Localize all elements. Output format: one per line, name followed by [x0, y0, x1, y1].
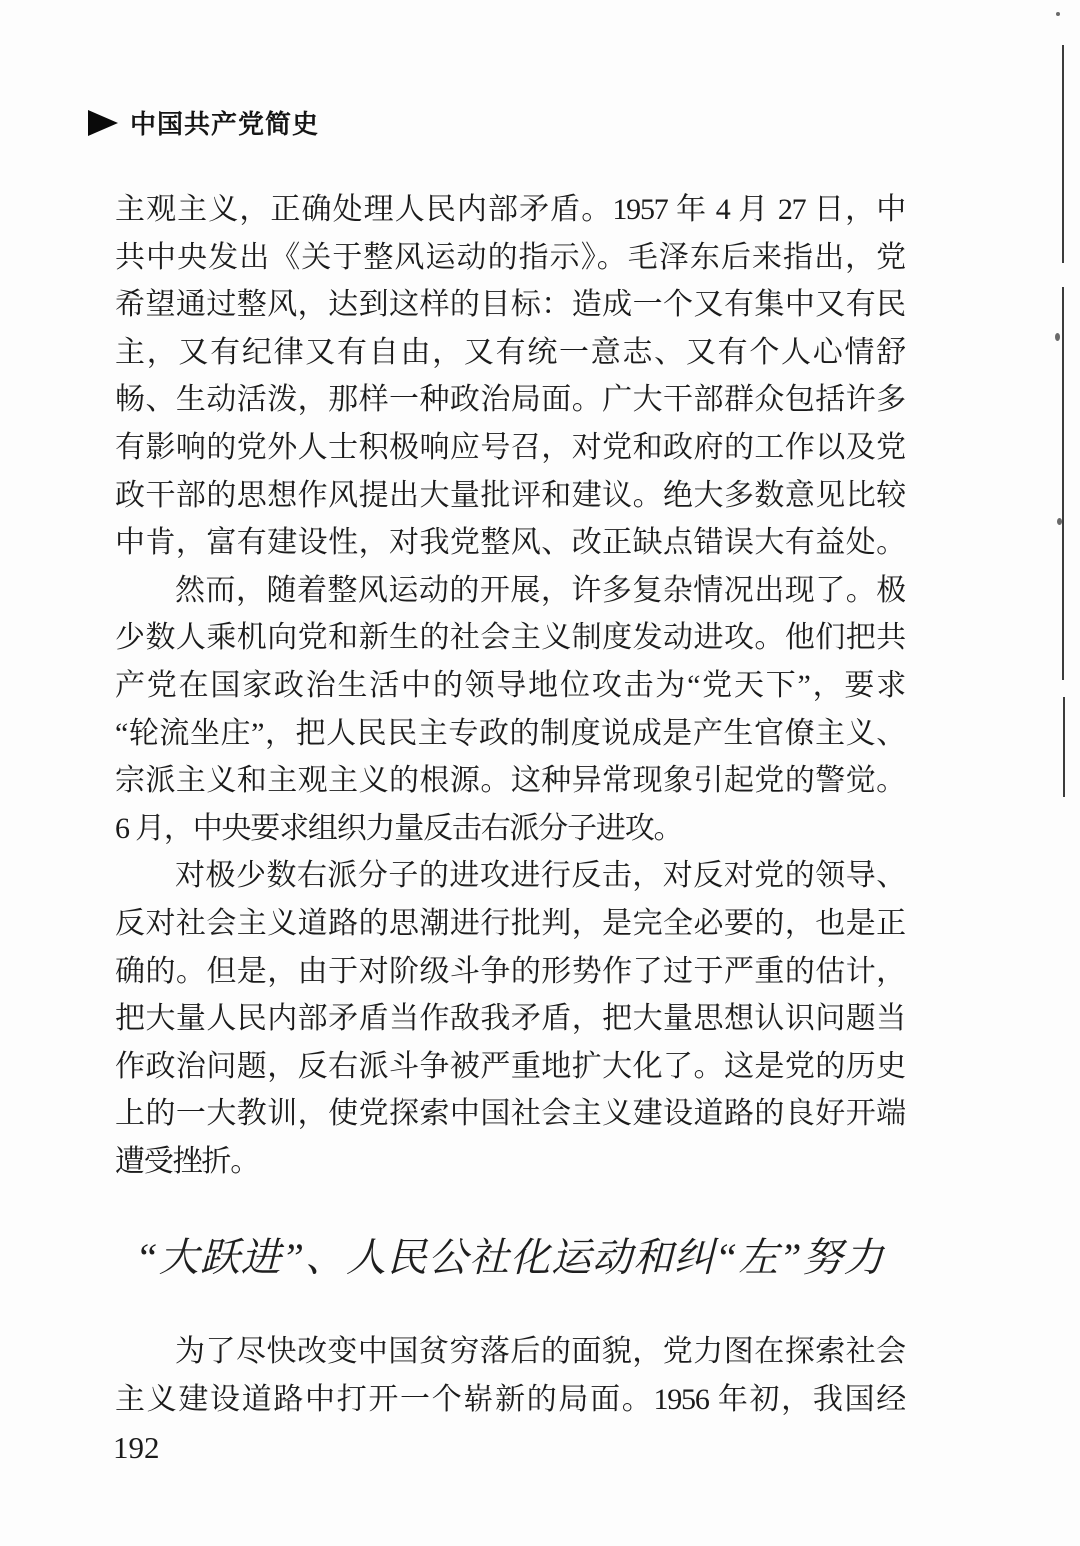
scan-artifact-line	[1063, 697, 1065, 797]
body-paragraphs	[115, 186, 905, 1185]
scan-speck	[1056, 12, 1060, 16]
scan-speck	[1055, 333, 1060, 341]
text-line: 中肯，富有建设性，对我党整风、改正缺点错误大有益处。	[115, 526, 905, 560]
text-line: 然而，随着整风运动的开展，许多复杂情况出现了。极	[175, 573, 905, 607]
text-line: 共中央发出《关于整风运动的指示》。毛泽东后来指出，党	[115, 240, 905, 274]
scan-artifact-line	[1062, 287, 1064, 680]
text-line: 产党在国家政治生活中的领导地位攻击为“党天下”，要求	[115, 668, 905, 702]
text-line: 主，又有纪律又有自由，又有统一意志、又有个人心情舒	[115, 335, 905, 369]
text-line: 有影响的党外人士积极响应号召，对党和政府的工作以及党	[115, 430, 905, 464]
text-line: 确的。但是，由于对阶级斗争的形势作了过于严重的估计，	[115, 954, 905, 988]
text-line: 对极少数右派分子的进攻进行反击，对反对党的领导、	[175, 859, 905, 893]
text-line: 主义建设道路中打开一个崭新的局面。1956 年初，我国经	[115, 1382, 905, 1416]
right-triangle-icon	[88, 109, 118, 137]
page-number: 192	[113, 1430, 160, 1465]
text-line: 上的一大教训，使党探索中国社会主义建设道路的良好开端	[115, 1097, 905, 1131]
text-line: 畅、生动活泼，那样一种政治局面。广大干部群众包括许多	[115, 383, 905, 417]
text-line: 作政治问题，反右派斗争被严重地扩大化了。这是党的历史	[115, 1049, 905, 1083]
text-line: 希望通过整风，达到这样的目标：造成一个又有集中又有民	[115, 288, 905, 322]
section-heading: “大跃进”、人民公社化运动和纠“左”努力	[135, 1235, 885, 1280]
text-line: 遭受挫折。	[115, 1144, 259, 1178]
text-line: 主观主义，正确处理人民内部矛盾。1957 年 4 月 27 日，中	[115, 193, 905, 226]
book-title: 中国共产党简史	[130, 109, 320, 139]
text-line: 少数人乘机向党和新生的社会主义制度发动进攻。他们把共	[115, 621, 905, 655]
running-head	[88, 104, 319, 141]
text-line: 6 月，中央要求组织力量反击右派分子进攻。	[115, 811, 683, 845]
text-line: 反对社会主义道路的思潮进行批判，是完全必要的，也是正	[115, 906, 905, 940]
text-line: 把大量人民内部矛盾当作敌我矛盾，把大量思想认识问题当	[115, 1002, 905, 1036]
text-line: 宗派主义和主观主义的根源。这种异常现象引起党的警觉。	[115, 764, 905, 798]
text-line: 政干部的思想作风提出大量批评和建议。绝大多数意见比较	[115, 478, 905, 512]
text-line: “轮流坐庄”，把人民民主专政的制度说成是产生官僚主义、	[115, 716, 905, 750]
scan-artifact-line	[1062, 45, 1064, 263]
continuation-paragraph	[115, 1328, 905, 1423]
scan-speck	[1057, 518, 1062, 525]
text-line: 为了尽快改变中国贫穷落后的面貌，党力图在探索社会	[175, 1335, 905, 1368]
